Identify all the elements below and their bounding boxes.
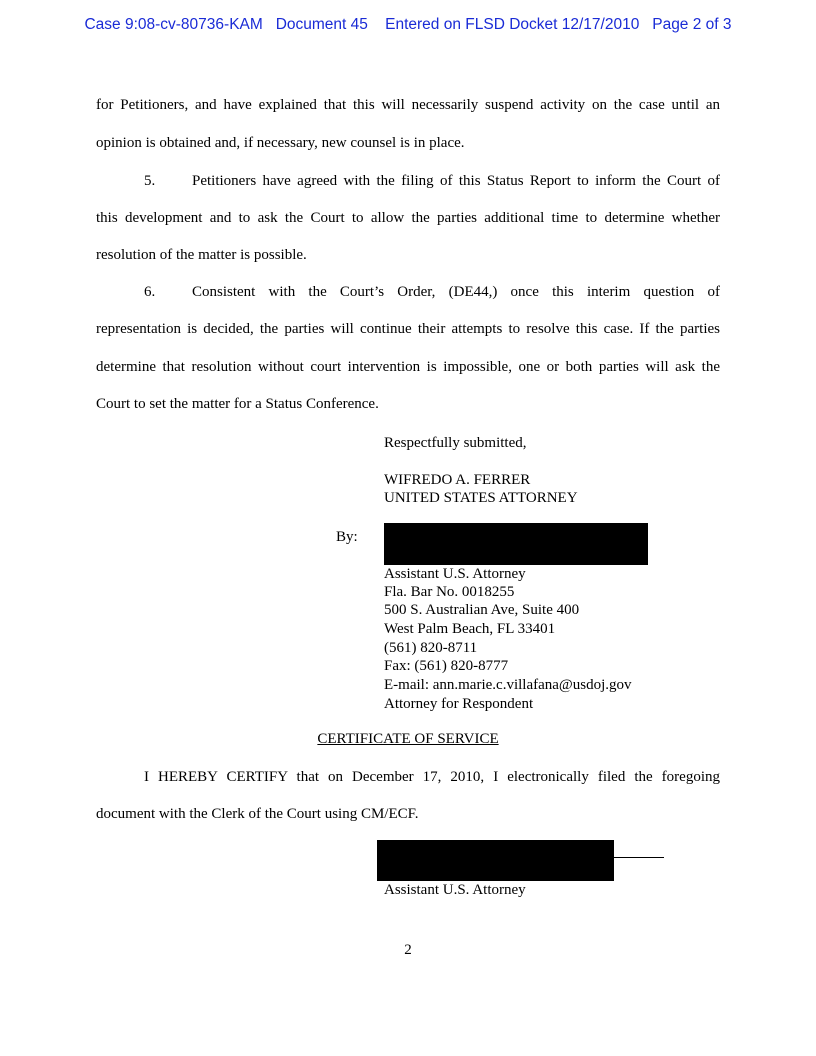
- paragraph-continuation-line-2: opinion is obtained and, if necessary, new counsel is in place.: [96, 135, 465, 151]
- certificate-line-1: I HEREBY CERTIFY that on December 17, 2010, I electronically filed the foregoing: [144, 769, 720, 785]
- signature-attorney-name: WIFREDO A. FERRER: [384, 472, 531, 488]
- page-number: 2: [404, 942, 412, 958]
- paragraph-5-line-3: resolution of the matter is possible.: [96, 247, 307, 263]
- paragraph-5-number: 5.: [144, 173, 156, 189]
- docket-header: Case 9:08-cv-80736-KAM Document 45 Entered on FLSD Docket 12/17/2010 Page 2 of 3: [84, 16, 732, 33]
- signature-office: UNITED STATES ATTORNEY: [384, 490, 578, 506]
- paragraph-6-text: Consistent with the Court’s Order, (DE44,) once this interim question of: [192, 284, 720, 300]
- certificate-signature-line: [614, 857, 664, 858]
- paragraph-5-line-2: this development and to ask the Court to allow the parties additional time to determine whether: [96, 210, 720, 226]
- signature-email: E-mail: ann.marie.c.villafana@usdoj.gov: [384, 677, 632, 693]
- signature-fax: Fax: (561) 820-8777: [384, 658, 509, 674]
- signature-address-line-1: 500 S. Australian Ave, Suite 400: [384, 602, 580, 618]
- signature-address-line-2: West Palm Beach, FL 33401: [384, 621, 556, 637]
- paragraph-5-line-1: [144, 173, 720, 190]
- certificate-signer-title: Assistant U.S. Attorney: [384, 882, 526, 898]
- certificate-line-2: document with the Clerk of the Court using CM/ECF.: [96, 806, 419, 822]
- signature-closing: Respectfully submitted,: [384, 435, 527, 451]
- paragraph-6-number: 6.: [144, 284, 156, 300]
- paragraph-6-line-2: representation is decided, the parties will continue their attempts to resolve this case. If the parties: [96, 321, 720, 337]
- paragraph-6-line-3: determine that resolution without court intervention is impossible, one or both parties will ask the: [96, 359, 720, 375]
- paragraph-6-line-4: Court to set the matter for a Status Conference.: [96, 396, 379, 412]
- redaction-box-signature: [384, 523, 648, 565]
- signature-role: Attorney for Respondent: [384, 696, 534, 712]
- paragraph-6-line-1: [144, 284, 720, 301]
- signature-phone: (561) 820-8711: [384, 640, 478, 656]
- signature-by-label: By:: [336, 529, 358, 545]
- signature-bar-number: Fla. Bar No. 0018255: [384, 584, 515, 600]
- paragraph-5-text: Petitioners have agreed with the filing of this Status Report to inform the Court of: [192, 173, 720, 189]
- redaction-box-certificate-signature: [377, 840, 614, 881]
- certificate-title: CERTIFICATE OF SERVICE: [317, 731, 499, 747]
- signature-title: Assistant U.S. Attorney: [384, 566, 526, 582]
- paragraph-continuation-line-1: for Petitioners, and have explained that this will necessarily suspend activity on the case until an: [96, 97, 720, 113]
